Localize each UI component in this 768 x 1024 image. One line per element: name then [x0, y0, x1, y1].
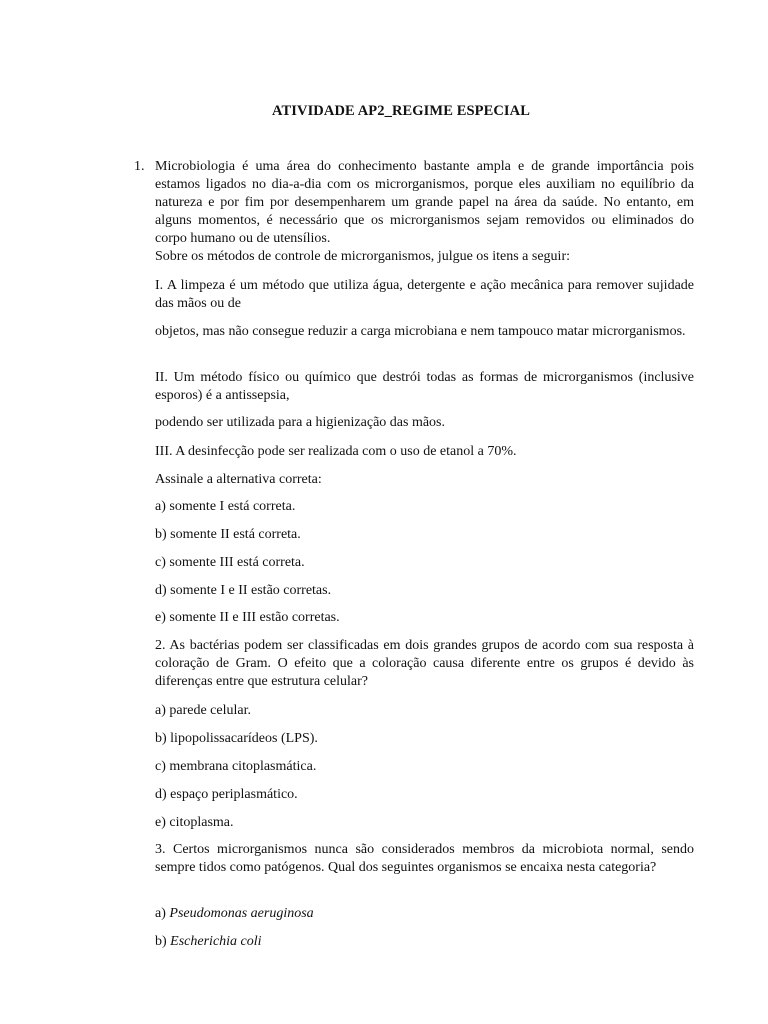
- question-1-item-2-part-2: podendo ser utilizada para a higienização das mãos.: [155, 415, 445, 430]
- question-1-option-c: c) somente III está correta.: [155, 555, 305, 570]
- question-2-text: 2. As bactérias podem ser classificadas em dois grandes grupos de acordo com sua resposta à coloração de Gram. O efeito que a coloração causa diferente entre os grupos é devido às diferenças entre que estrutura celular?: [155, 638, 694, 689]
- question-3-option-a: [155, 905, 314, 923]
- question-2-option-c: c) membrana citoplasmática.: [155, 759, 317, 774]
- question-1-option-b: b) somente II está correta.: [155, 527, 301, 542]
- question-1-intro: [155, 158, 694, 266]
- question-2-option-d: d) espaço periplasmático.: [155, 787, 298, 802]
- question-2-option-e: e) citoplasma.: [155, 815, 234, 830]
- question-1-item-2-part-1: II. Um método físico ou químico que destrói todas as formas de microrganismos (inclusive esporos) é a antissepsia,: [155, 370, 694, 403]
- question-3-option-b-organism: Escherichia coli: [170, 934, 262, 949]
- question-3-option-a-letter: a): [155, 906, 170, 921]
- question-2-option-b: b) lipopolissacarídeos (LPS).: [155, 731, 318, 746]
- question-1-item-1-part-1: I. A limpeza é um método que utiliza água, detergente e ação mecânica para remover sujidade das mãos ou de: [155, 278, 694, 311]
- question-3-option-b: [155, 933, 262, 951]
- question-1-option-d: d) somente I e II estão corretas.: [155, 583, 332, 598]
- question-2-option-a: a) parede celular.: [155, 703, 251, 718]
- question-1-intro-text: Microbiologia é uma área do conhecimento bastante ampla e de grande importância pois estamos ligados no dia-a-dia com os microrganismos, porque eles auxiliam no equilíbrio da natureza e por fim por desempenharem um grande papel na área da saúde. No entanto, em alguns momentos, é necessário que os microrganismos sejam removidos ou eliminados do corpo humano ou de utensílios.: [155, 159, 694, 246]
- question-3-option-b-letter: b): [155, 934, 171, 949]
- question-3-option-a-organism: Pseudomonas aeruginosa: [169, 906, 314, 921]
- question-1-option-e: e) somente II e III estão corretas.: [155, 610, 340, 625]
- question-3-text: 3. Certos microrganismos nunca são considerados membros da microbiota normal, sendo sempre tidos como patógenos. Qual dos seguintes organismos se encaixa nesta categoria?: [155, 842, 694, 875]
- document-title: ATIVIDADE AP2_REGIME ESPECIAL: [271, 103, 531, 119]
- question-1-prompt: Sobre os métodos de controle de microrganismos, julgue os itens a seguir:: [155, 249, 571, 264]
- question-1-instruction: Assinale a alternativa correta:: [155, 472, 322, 487]
- question-1-number: 1.: [134, 159, 145, 174]
- question-1-option-a: a) somente I está correta.: [155, 499, 296, 514]
- question-1-item-1-part-2: objetos, mas não consegue reduzir a carga microbiana e nem tampouco matar microrganismos.: [155, 324, 686, 339]
- question-1-item-3: III. A desinfecção pode ser realizada com o uso de etanol a 70%.: [155, 444, 517, 459]
